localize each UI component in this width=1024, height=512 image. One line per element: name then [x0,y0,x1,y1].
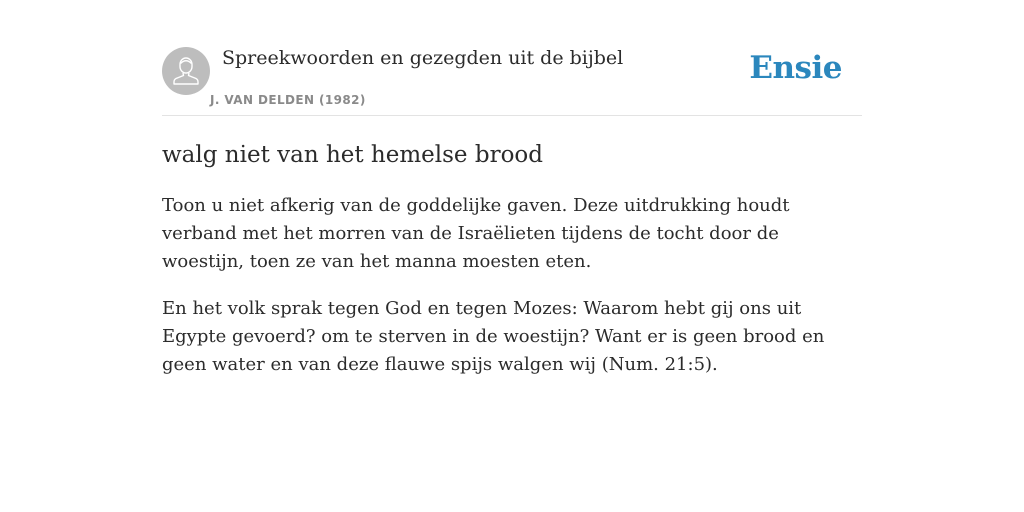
source-title[interactable]: Spreekwoorden en gezegden uit de bijbel [222,47,624,69]
brand-logo[interactable]: Ensie [749,50,842,86]
source-header [162,0,862,116]
source-author: J. VAN DELDEN (1982) [210,93,366,107]
entry-paragraph: En het volk sprak tegen God en tegen Mozes: Waarom hebt gij ons uit Egypte gevoerd? om te sterven in de woestijn? Want er is geen brood en geen water en van deze flauwe spijs walgen wij (Num. 21:5). [162,298,825,375]
entry-title: walg niet van het hemelse brood [162,142,543,168]
entry-paragraph: Toon u niet afkerig van de goddelijke gaven. Deze uitdrukking houdt verband met het morren van de Israëlieten tijdens de tocht door de woestijn, toen ze van het manna moesten eten. [162,195,790,272]
entry-card [162,0,862,375]
author-avatar [162,47,210,95]
user-icon [162,47,210,95]
